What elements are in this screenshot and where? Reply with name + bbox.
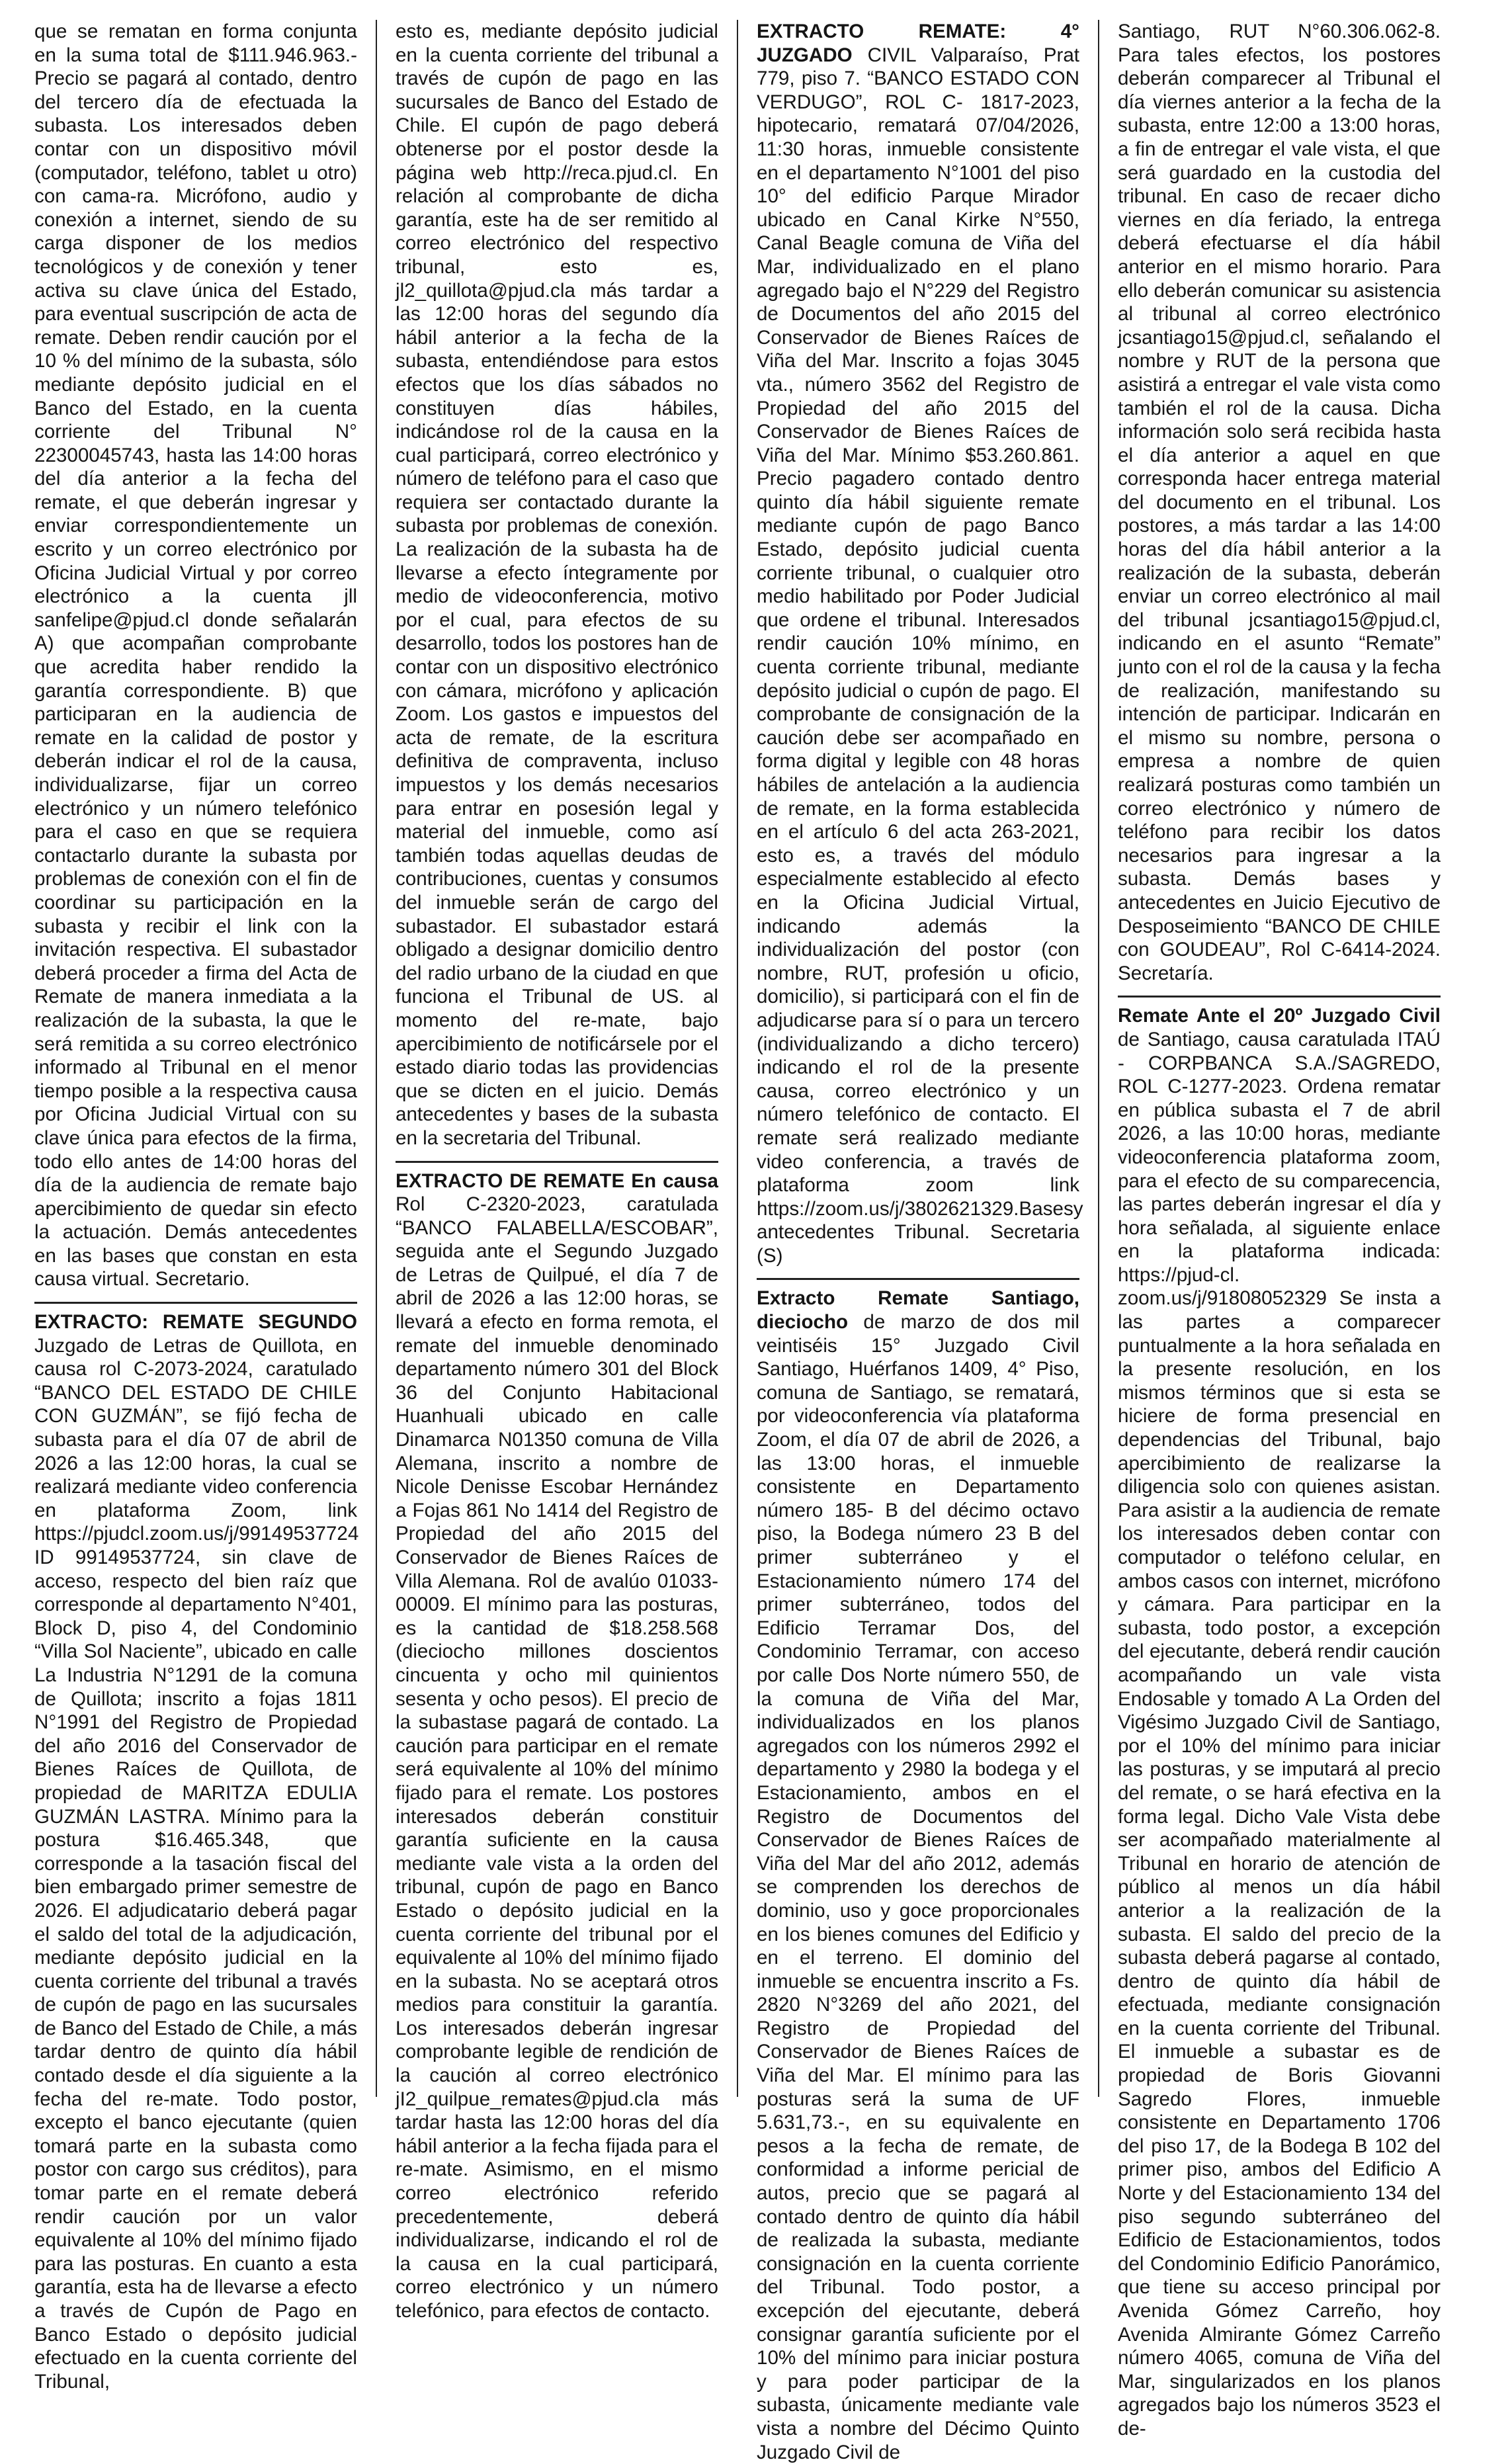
notice-body: de Santiago, causa caratulada ITAÚ - CORPBANCA S.A./SAGREDO, ROL C-1277-2023. Ordena rematar en pública subasta el 7 de abril 2026, a las 10:00 horas, mediante videoconferencia plataforma zoom, para el efecto de su comparecencia, las partes deberán ingresar el día y hora señalada, al siguiente enlace en la plataforma indicada: https://pjud-cl. zoom.us/j/91808052329 Se insta a las partes a comparecer puntualmente a la hora señalada en la presente resolución, en los mismos términos que si esta se hiciere de forma presencial en dependencias del Tribunal, bajo apercibimiento de realizarse la diligencia solo con quienes asistan. Para asistir a la audiencia de remate los interesados deben contar con computador o teléfono celular, en ambos casos con internet, micrófono y cámara. Para participar en la subasta, todo postor, a excepción del ejecutante, deberá rendir caución acompañando un vale vista Endosable y tomado A La Orden del Vigésimo Juzgado Civil de Santiago, por el 10% del mínimo para iniciar las posturas, y se imputará al precio del remate, o se hará efectiva en la forma legal. Dicho Vale Vista debe ser acompañado materialmente al Tribunal en horario de atención de público al menos un día hábil anterior a la realización de la subasta. El saldo del precio de la subasta deberá pagarse al contado, dentro de quinto día hábil de efectuada, mediante consignación en la cuenta corriente del Tribunal. El inmueble a subastar es de propiedad de Boris Giovanni Sagredo Flores, inmueble consistente en Departamento 1706 del piso 17, de la Bodega B 102 del primer piso, ambos del Edificio A Norte y del Estacionamiento 134 del piso segundo subterráneo del Edificio de Estacionamientos, todos del Condominio Edificio Panorámico, que tiene su acceso principal por Avenida Gómez Carreño, hoy Avenida Almirante Gómez Carreño número 4065, comuna de Viña del Mar, singularizados en los planos agregados bajo los números 3523 el de- bbox=[1118, 1028, 1441, 2440]
column-4 bbox=[1110, 20, 1449, 2440]
notice-remate-quillota bbox=[34, 1310, 357, 2393]
notice-remate-quillota-cont bbox=[396, 20, 718, 1150]
notice-body: CIVIL Valparaíso, Prat 779, piso 7. “BANCO ESTADO CON VERDUGO”, ROL C- 1817-2023, hipotecario, rematará 07/04/2026, 11:30 horas, inmueble consistente en el departamento N°1001 del piso 10° del edificio Parque Mirador ubicado en Canal Kirke N°550, Canal Beagle comuna de Viña del Mar, individualizado en el plano agregado bajo el N°229 del Registro de Documentos del año 2015 del Conservador de Bienes Raíces de Viña del Mar. Inscrito a fojas 3045 vta., número 3562 del Registro de Propiedad del año 2015 del Conservador de Bienes Raíces de Viña del Mar. Mínimo $53.260.861. Precio pagadero contado dentro quinto día hábil siguiente remate mediante cupón de pago Banco Estado, depósito judicial cuenta corriente tribunal, o cualquier otro medio habilitado por Poder Judicial que ordene el tribunal. Interesados rendir caución 10% mínimo, en cuenta corriente tribunal, mediante depósito judicial o cupón de pago. El comprobante de consignación de la caución debe ser acompañado en forma digital y legible con 48 horas hábiles de antelación a la audiencia de remate, en la forma establecida en el artículo 6 del acta 263-2021, esto es, a través del módulo especialmente establecido al efecto en la Oficina Judicial Virtual, indicando además la individualización del postor (con nombre, RUT, profesión u oficio, domicilio), si participará con el fin de adjudicarse para sí o para un tercero (individualizando a dicho tercero) indicando el rol de la presente causa, correo electrónico y un número telefónico de contacto. El remate será realizado mediante video conferencia, a través de plataforma zoom link https://zoom.us/j/3802621329.Basesy antecedentes Tribunal. Secretaria (S) bbox=[757, 44, 1083, 1267]
notice-remate-santiago-15-cont bbox=[1118, 20, 1441, 985]
notice-divider bbox=[757, 1278, 1079, 1280]
notice-divider bbox=[34, 1302, 357, 1304]
notice-body: de marzo de dos mil veintiséis 15° Juzgado Civil Santiago, Huérfanos 1409, 4° Piso, comuna de Santiago, se rematará, por videoconferencia vía plataforma Zoom, el día 07 de abril de 2026, a las 13:00 horas, el inmueble consistente en Departamento número 185- B del décimo octavo piso, la Bodega número 23 B del primer subterráneo y el Estacionamiento número 174 del primer subterráneo, todos del Edificio Terramar Dos, del Condominio Terramar, con acceso por calle Dos Norte número 550, de la comuna de Viña del Mar, individualizados en los planos agregados con los números 2992 el departamento y 2980 la bodega y el Estacionamiento, ambos en el Registro de Documentos del Conservador de Bienes Raíces de Viña del Mar del año 2012, además se comprenden los derechos de dominio, uso y goce proporcionales en los bienes comunes del Edificio y en el terreno. El dominio del inmueble se encuentra inscrito a Fs. 2820 N°3269 del año 2021, del Registro de Propiedad del Conservador de Bienes Raíces de Viña del Mar. El mínimo para las posturas será la suma de UF 5.631,73.-, en su equivalente en pesos a la fecha de remate, de conformidad a informe pericial de autos, precio que se pagará al contado dentro de quinto día hábil de realizada la subasta, mediante consignación en la cuenta corriente del Tribunal. Todo postor, a excepción del ejecutante, deberá consignar garantía suficiente por el 10% del mínimo para iniciar postura y para poder participar de la subasta, únicamente mediante vale vista a nombre del Décimo Quinto Juzgado Civil de bbox=[757, 1311, 1079, 2463]
columns bbox=[26, 20, 1486, 2463]
notice-divider bbox=[396, 1161, 718, 1163]
notice-remate-san-felipe bbox=[34, 20, 357, 1291]
notice-remate-santiago-15 bbox=[757, 1287, 1079, 2464]
column-divider bbox=[376, 20, 377, 2097]
notice-remate-santiago-20 bbox=[1118, 1004, 1441, 2440]
notice-heading: EXTRACTO REMATE: 4° JUZGADO bbox=[757, 21, 1079, 66]
notice-body: esto es, mediante depósito judicial en la cuenta corriente del tribunal a través de cupón de pago en las sucursales de Banco del Estado de Chile. El cupón de pago deberá obtenerse por el postor desde la página web http://reca.pjud.cl. En relación al comprobante de dicha garantía, este ha de ser remitido al correo electrónico del respectivo tribunal, esto es, jl2_quillota@pjud.cla más tardar a las 12:00 horas del segundo día hábil anterior a la fecha de la subasta, entendiéndose para estos efectos que los días sábados no constituyen días hábiles, indicándose rol de la causa en la cual participará, correo electrónico y número de teléfono para el caso que requiera ser contactado durante la subasta por problemas de conexión. La realización de la subasta ha de llevarse a efecto íntegramente por medio de videoconferencia, motivo por el cual, para efectos de su desarrollo, todos los postores han de contar con un dispositivo electrónico con cámara, micrófono y aplicación Zoom. Los gastos e impuestos del acta de remate, de la escritura definitiva de compraventa, incluso impuestos y los demás necesarios para entrar en posesión legal y material del inmueble, como así también todas aquellas deudas de contribuciones, cuentas y consumos del inmueble serán de cargo del subastador. El subastador estará obligado a designar domicilio dentro del radio urbano de la ciudad en que funciona el Tribunal de US. al momento del re-mate, bajo apercibimiento de notificársele por el estado diario todas las providencias que se dicten en el juicio. Demás antecedentes y bases de la subasta en la secretaria del Tribunal. bbox=[396, 21, 718, 1149]
notice-heading: EXTRACTO: REMATE SEGUNDO bbox=[34, 1311, 357, 1334]
notice-remate-quilpue bbox=[396, 1169, 718, 2323]
notice-body: Rol C-2320-2023, caratulada “BANCO FALABELLA/ESCOBAR”, seguida ante el Segundo Juzgado de Letras de Quilpué, el día 7 de abril de 2026 a las 12:00 horas, se llevará a efecto en forma remota, el remate del inmueble denominado departamento número 301 del Block 36 del Conjunto Habitacional Huanhuali ubicado en calle Dinamarca N01350 comuna de Villa Alemana, inscrito a nombre de Nicole Denisse Escobar Hernández a Fojas 861 No 1414 del Registro de Propiedad del año 2015 del Conservador de Bienes Raíces de Villa Alemana. Rol de avalúo 01033-00009. El mínimo para las posturas, es la cantidad de $18.258.568 (dieciocho millones doscientos cincuenta y ocho mil quinientos sesenta y ocho pesos). El precio de la subastase pagará de contado. La caución para participar en el remate será equivalente al 10% del mínimo fijado para el remate. Los postores interesados deberán constituir garantía suficiente en la causa mediante vale vista a la orden del tribunal, cupón de pago en Banco Estado o depósito judicial en la cuenta corriente del tribunal por el equivalente al 10% del mínimo fijado en la subasta. No se aceptará otros medios para constituir la garantía. Los interesados deberán ingresar comprobante legible de rendición de la caución al correo electrónico jI2_quilpue_remates@pjud.cla más tardar hasta las 12:00 horas del día hábil anterior a la fecha fijada para el re-mate. Asimismo, en el mismo correo electrónico referido precedentemente, deberá individualizarse, indicando el rol de la causa en la cual participará, correo electrónico y un número telefónico, para efectos de contacto. bbox=[396, 1193, 718, 2322]
notice-remate-valparaiso bbox=[757, 20, 1083, 1267]
column-2 bbox=[388, 20, 726, 2322]
notice-heading: Remate Ante el 20º Juzgado Civil bbox=[1118, 1005, 1441, 1027]
column-divider bbox=[737, 20, 738, 2097]
column-1 bbox=[26, 20, 365, 2393]
notice-heading: EXTRACTO DE REMATE En causa bbox=[396, 1169, 718, 1192]
notice-body: Santiago, RUT N°60.306.062-8. Para tales efectos, los postores deberán comparecer al Tribunal el día viernes anterior a la fecha de la subasta, entre 12:00 a 13:00 horas, a fin de entregar el vale vista, el que será guardado en la custodia del tribunal. En caso de recaer dicho viernes en día feriado, la entrega deberá efectuarse el día hábil anterior en el mismo horario. Para ello deberán comunicar su asistencia al tribunal al correo electrónico jcsantiago15@pjud.cl, señalando el nombre y RUT de la persona que asistirá a entregar el vale vista como también el rol de la causa. Dicha información solo será recibida hasta el día anterior a aquel en que corresponda hacer entrega material del documento en el tribunal. Los postores, a más tardar a las 14:00 horas del día hábil anterior a la realización de la subasta, deberán enviar un correo electrónico al mail del tribunal jcsantiago15@pjud.cl, indicando en el asunto “Remate” junto con el rol de la causa y la fecha de realización, manifestando su intención de participar. Indicarán en el mismo su nombre, persona o empresa a nombre de quien realizará posturas como también un correo electrónico y número de teléfono para recibir los datos necesarios para ingresar a la subasta. Demás bases y antecedentes en Juicio Ejecutivo de Desposeimiento “BANCO DE CHILE con GOUDEAU”, Rol C-6414-2024. Secretaría. bbox=[1118, 21, 1441, 984]
notice-body: que se rematan en forma conjunta en la suma total de $111.946.963.- Precio se pagará al contado, dentro del tercero día de efectuada la subasta. Los interesados deben contar con un dispositivo móvil (computador, teléfono, tablet u otro) con cama-ra. Micrófono, audio y conexión a internet, siendo de su carga disponer de los medios tecnológicos y de conexión y tener activa su clave única del Estado, para eventual suscripción de acta de remate. Deben rendir caución por el 10 % del mínimo de la subasta, sólo mediante depósito judicial en el Banco del Estado, en la cuenta corriente del Tribunal N° 22300045743, hasta las 14:00 horas del día anterior a la fecha del remate, el que deberán ingresar y enviar correspondientemente un escrito y un correo electrónico por Oficina Judicial Virtual y por correo electrónico a la cuenta jll sanfelipe@pjud.cl donde señalarán A) que acompañan comprobante que acredita haber rendido la garantía correspondiente. B) que participaran en la audiencia de remate en la calidad de postor y deberán indicar el rol de la causa, individualizarse, fijar un correo electrónico y un número telefónico para el caso en que se requiera contactarlo durante la subasta por problemas de conexión con el fin de coordinar su participación en la subasta y recibir el link con la invitación respectiva. El subastador deberá proceder a firma del Acta de Remate de manera inmediata a la realización de la subasta, la que le será remitida a su correo electrónico informado al Tribunal en el menor tiempo posible a la respectiva causa por Oficina Judicial Virtual con su clave única para efectos de la firma, todo ello antes de 14:00 horas del día de la audiencia de remate bajo apercibimiento de quedar sin efecto la actuación. Demás antecedentes en las bases que constan en esta causa virtual. Secretario. bbox=[34, 21, 357, 1291]
notice-heading: Extracto Remate Santiago, dieciocho bbox=[757, 1287, 1079, 1334]
column-divider bbox=[1098, 20, 1099, 2097]
column-3 bbox=[749, 20, 1087, 2463]
notice-divider bbox=[1118, 996, 1441, 998]
notice-body: Juzgado de Letras de Quillota, en causa rol C-2073-2024, caratulado “BANCO DEL ESTADO DE CHILE CON GUZMÁN”, se fijó fecha de subasta para el día 07 de abril de 2026 a las 12:00 horas, la cual se realizará mediante video conferencia en plataforma Zoom, link https://pjudcl.zoom.us/j/99149537724 ID 99149537724, sin clave de acceso, respecto del bien raíz que corresponde al departamento N°401, Block D, piso 4, del Condominio “Villa Sol Naciente”, ubicado en calle La Industria N°1291 de la comuna de Quillota; inscrito a fojas 1811 N°1991 del Registro de Propiedad del año 2016 del Conservador de Bienes Raíces de Quillota, de propiedad de MARITZA EDULIA GUZMÁN LASTRA. Mínimo para la postura $16.465.348, que corresponde a la tasación fiscal del bien embargado primer semestre de 2026. El adjudicatario deberá pagar el saldo del total de la adjudicación, mediante depósito judicial en la cuenta corriente del tribunal a través de cupón de pago en las sucursales de Banco del Estado de Chile, a más tardar dentro de quinto día hábil contado desde el día siguiente a la fecha del re-mate. Todo postor, excepto el banco ejecutante (quien tomará parte en la subasta como postor con cargo sus créditos), para tomar parte en el remate deberá rendir caución por un valor equivalente al 10% del mínimo fijado para las posturas. En cuanto a esta garantía, esta ha de llevarse a efecto a través de Cupón de Pago en Banco Estado o depósito judicial efectuado en la cuenta corriente del Tribunal, bbox=[34, 1334, 359, 2393]
